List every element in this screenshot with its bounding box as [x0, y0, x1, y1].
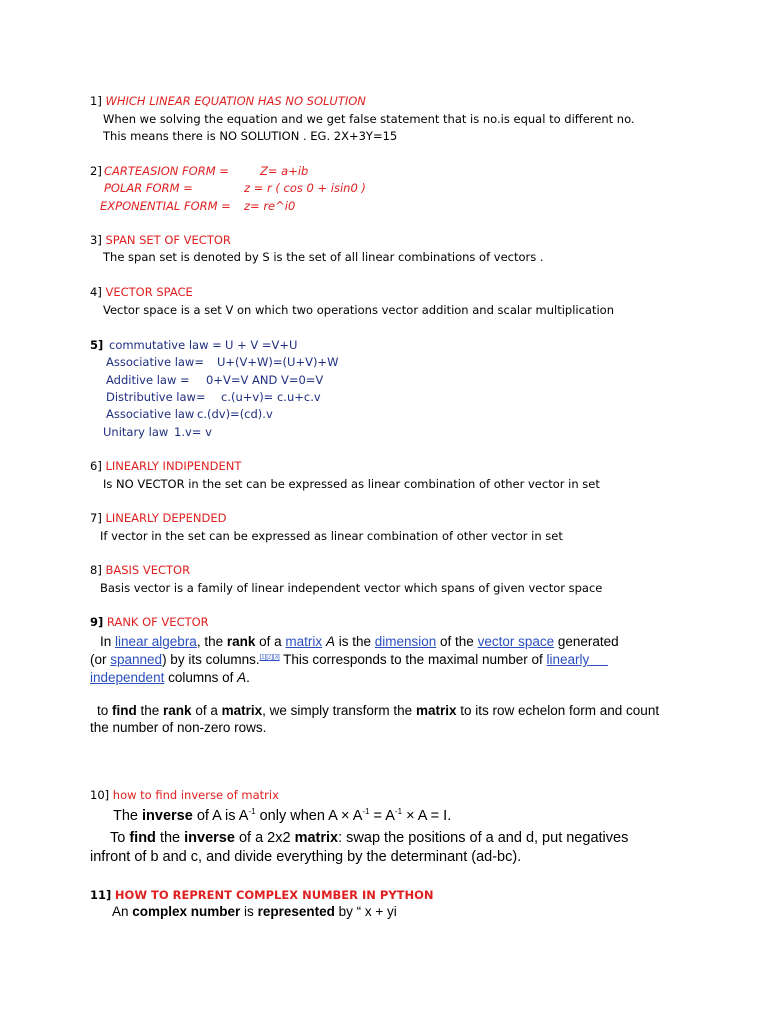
section-title: VECTOR SPACE: [105, 285, 193, 299]
text: columns of: [164, 670, 238, 685]
bold-text: rank: [163, 703, 192, 718]
text: , the: [196, 634, 227, 649]
superscript: -1: [248, 807, 256, 817]
rank-find-line-1: [97, 702, 659, 720]
italic-text: A: [237, 670, 247, 685]
section-number: 1]: [90, 94, 102, 108]
section-10-heading: [90, 787, 279, 804]
text: of a 2x2: [234, 830, 295, 846]
text: of a: [255, 634, 286, 649]
section-number: 11]: [90, 888, 112, 902]
text: The: [113, 808, 143, 824]
section-number: 4]: [90, 285, 102, 299]
law-value-unitary: 1.v= v: [174, 425, 212, 439]
text: In: [100, 634, 116, 649]
text: (or: [90, 652, 111, 667]
form-label-cartesian: CARTEASION FORM =: [104, 164, 229, 178]
inverse-line-3: infront of b and c, and divide everything by the determinant (ad-bc).: [90, 849, 522, 865]
link-vector-space[interactable]: vector space: [477, 634, 555, 649]
law-value-associative: U+(V+W)=(U+V)+W: [217, 355, 339, 369]
section-8-heading: [90, 562, 190, 579]
section-title: HOW TO REPRENT COMPLEX NUMBER IN PYTHON: [114, 888, 434, 902]
law-label-distributive: Distributive law=: [106, 390, 206, 404]
bold-text: inverse: [142, 808, 193, 824]
section-4-line-1: Vector space is a set V on which two operations vector addition and scalar multiplication: [103, 303, 615, 317]
text: to: [97, 703, 113, 718]
section-number: 7]: [90, 511, 102, 525]
law-label-associative: Associative law=: [106, 355, 204, 369]
text: , we simply transform the: [262, 703, 416, 718]
link-linearly[interactable]: linearly: [546, 652, 590, 667]
superscript: -1: [394, 807, 403, 817]
citation-link[interactable]: [1][2][3]: [259, 654, 280, 661]
inverse-line-1: [113, 807, 451, 826]
bold-text: matrix: [294, 830, 339, 846]
section-title: WHICH LINEAR EQUATION HAS NO SOLUTION: [105, 94, 366, 108]
text: the: [136, 703, 164, 718]
link-linear-algebra[interactable]: linear algebra: [115, 634, 197, 649]
form-value-polar: z = r ( cos 0 + isin0 ): [244, 181, 366, 195]
link-independent[interactable]: independent: [90, 670, 165, 685]
text: to its row echelon form and count: [456, 703, 660, 718]
section-title: LINEARLY DEPENDED: [105, 511, 227, 525]
section-7-heading: [90, 510, 226, 527]
bold-text: inverse: [184, 830, 235, 846]
section-number: 3]: [90, 233, 102, 247]
text: An: [112, 904, 133, 919]
section-title: SPAN SET OF VECTOR: [105, 233, 231, 247]
text: by “ x + yi: [334, 904, 397, 919]
rank-paragraph-line-3: [90, 669, 250, 687]
rank-paragraph-line-1: [100, 633, 619, 651]
section-title: LINEARLY INDIPENDENT: [105, 459, 242, 473]
form-value-cartesian: Z= a+ib: [260, 164, 309, 178]
law-value-distributive: c.(u+v)= c.u+c.v: [221, 390, 321, 404]
link-underline-gap: [589, 652, 608, 667]
text: = A: [369, 808, 395, 824]
form-label-exponential: EXPONENTIAL FORM =: [100, 199, 231, 213]
section-4-heading: [90, 284, 193, 301]
bold-text: find: [129, 830, 156, 846]
law-label-unitary: Unitary law: [103, 425, 169, 439]
section-number: 9]: [90, 615, 104, 629]
section-6-line-1: Is NO VECTOR in the set can be expressed as linear combination of other vector in set: [103, 477, 600, 491]
text: generated: [554, 634, 619, 649]
section-1-heading: [90, 93, 366, 110]
bold-text: matrix: [415, 703, 457, 718]
form-label-polar: POLAR FORM =: [104, 181, 193, 195]
bold-text: find: [112, 703, 137, 718]
superscript: -1: [362, 807, 370, 817]
section-number: 6]: [90, 459, 102, 473]
bold-text: represented: [257, 904, 335, 919]
text: is: [240, 904, 258, 919]
form-value-exponential: z= re^i0: [244, 199, 296, 213]
section-1-line-2: This means there is NO SOLUTION . EG. 2X+3Y=15: [103, 129, 398, 143]
text: is the: [334, 634, 375, 649]
link-dimension[interactable]: dimension: [374, 634, 437, 649]
link-matrix[interactable]: matrix: [285, 634, 323, 649]
section-number: 8]: [90, 563, 102, 577]
section-7-line-1: If vector in the set can be expressed as linear combination of other vector in set: [100, 529, 563, 543]
text: To: [110, 830, 130, 846]
section-1-line-1: When we solving the equation and we get false statement that is no.is equal to different no.: [103, 112, 635, 126]
section-5-number: 5]: [90, 338, 104, 352]
law-label-additive: Additive law =: [106, 373, 190, 387]
law-label-commutative: commutative law =: [109, 338, 222, 352]
section-number: 10]: [90, 788, 110, 802]
section-6-heading: [90, 458, 241, 475]
complex-number-line: [112, 903, 397, 921]
section-title: RANK OF VECTOR: [106, 615, 209, 629]
section-9-heading: [90, 614, 209, 631]
bold-text: complex number: [132, 904, 241, 919]
law-value-additive: 0+V=V AND V=0=V: [206, 373, 324, 387]
text: only when A × A: [255, 808, 363, 824]
text: the: [155, 830, 185, 846]
section-11-heading: [90, 887, 434, 904]
text: × A = I.: [402, 808, 452, 824]
inverse-line-2: [110, 829, 628, 848]
italic-text: A: [325, 634, 335, 649]
text: : swap the positions of a and d, put negatives: [338, 830, 629, 846]
bold-text: matrix: [221, 703, 263, 718]
law-value-associative-scalar: c.(dv)=(cd).v: [197, 407, 273, 421]
rank-paragraph-line-2: [90, 651, 608, 669]
text: .: [246, 670, 250, 685]
law-label-associative-scalar: Associative law: [106, 407, 195, 421]
section-8-line-1: Basis vector is a family of linear independent vector which spans of given vector space: [100, 581, 603, 595]
bold-text: rank: [226, 634, 256, 649]
text: of A is A: [192, 808, 249, 824]
text: of a: [191, 703, 222, 718]
section-title: how to find inverse of matrix: [112, 788, 279, 802]
section-3-heading: [90, 232, 231, 249]
section-title: BASIS VECTOR: [105, 563, 191, 577]
text: of the: [436, 634, 478, 649]
section-2-number: 2]: [90, 164, 102, 178]
rank-find-line-2: the number of non-zero rows.: [90, 720, 267, 735]
section-3-line-1: The span set is denoted by S is the set of all linear combinations of vectors .: [103, 250, 544, 264]
law-value-commutative: U + V =V+U: [225, 338, 298, 352]
text: This corresponds to the maximal number of: [279, 652, 547, 667]
link-spanned[interactable]: spanned: [110, 652, 163, 667]
text: ) by its columns.: [162, 652, 260, 667]
